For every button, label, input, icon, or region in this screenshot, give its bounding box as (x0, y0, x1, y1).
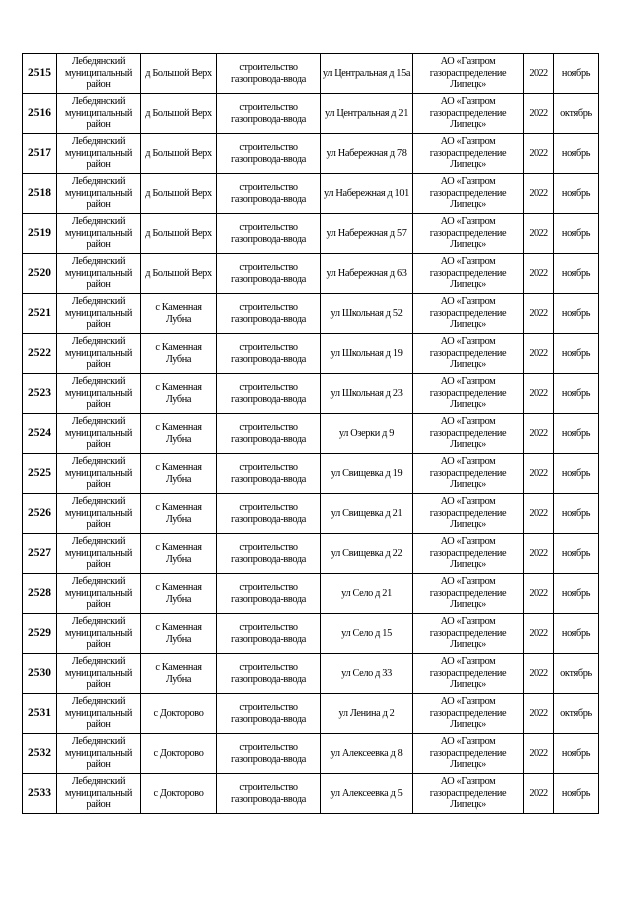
row-number: 2530 (23, 654, 57, 694)
month-cell: октябрь (554, 654, 599, 694)
table-row (23, 774, 599, 814)
year-cell: 2022 (524, 294, 554, 334)
row-number: 2529 (23, 614, 57, 654)
locality-cell: д Большой Верх (141, 54, 217, 94)
organization-cell: АО «Газпром газораспределение Липецк» (413, 454, 524, 494)
row-number: 2515 (23, 54, 57, 94)
organization-cell: АО «Газпром газораспределение Липецк» (413, 494, 524, 534)
year-cell: 2022 (524, 214, 554, 254)
work-type-cell: строительство газопровода-ввода (217, 774, 321, 814)
district-cell: Лебедянский муниципальный район (57, 374, 141, 414)
organization-cell: АО «Газпром газораспределение Липецк» (413, 574, 524, 614)
district-cell: Лебедянский муниципальный район (57, 694, 141, 734)
district-cell: Лебедянский муниципальный район (57, 494, 141, 534)
row-number: 2532 (23, 734, 57, 774)
address-cell: ул Село д 33 (321, 654, 413, 694)
work-type-cell: строительство газопровода-ввода (217, 494, 321, 534)
year-cell: 2022 (524, 334, 554, 374)
month-cell: ноябрь (554, 374, 599, 414)
year-cell: 2022 (524, 694, 554, 734)
address-cell: ул Ленина д 2 (321, 694, 413, 734)
address-cell: ул Набережная д 57 (321, 214, 413, 254)
table-row (23, 734, 599, 774)
address-cell: ул Свищевка д 22 (321, 534, 413, 574)
work-type-cell: строительство газопровода-ввода (217, 454, 321, 494)
row-number: 2522 (23, 334, 57, 374)
address-cell: ул Свищевка д 19 (321, 454, 413, 494)
district-cell: Лебедянский муниципальный район (57, 534, 141, 574)
organization-cell: АО «Газпром газораспределение Липецк» (413, 334, 524, 374)
table-row (23, 54, 599, 94)
month-cell: ноябрь (554, 294, 599, 334)
table-body (23, 54, 599, 814)
organization-cell: АО «Газпром газораспределение Липецк» (413, 254, 524, 294)
year-cell: 2022 (524, 374, 554, 414)
month-cell: ноябрь (554, 54, 599, 94)
address-cell: ул Школьная д 19 (321, 334, 413, 374)
row-number: 2524 (23, 414, 57, 454)
work-type-cell: строительство газопровода-ввода (217, 734, 321, 774)
address-cell: ул Село д 15 (321, 614, 413, 654)
month-cell: октябрь (554, 694, 599, 734)
row-number: 2519 (23, 214, 57, 254)
table-row (23, 534, 599, 574)
gas-connection-table (22, 53, 599, 814)
locality-cell: д Большой Верх (141, 94, 217, 134)
locality-cell: с Докторово (141, 774, 217, 814)
locality-cell: д Большой Верх (141, 134, 217, 174)
address-cell: ул Набережная д 78 (321, 134, 413, 174)
work-type-cell: строительство газопровода-ввода (217, 374, 321, 414)
year-cell: 2022 (524, 94, 554, 134)
district-cell: Лебедянский муниципальный район (57, 454, 141, 494)
locality-cell: с Каменная Лубна (141, 494, 217, 534)
locality-cell: с Каменная Лубна (141, 414, 217, 454)
work-type-cell: строительство газопровода-ввода (217, 94, 321, 134)
year-cell: 2022 (524, 534, 554, 574)
table-row (23, 414, 599, 454)
table-row (23, 374, 599, 414)
organization-cell: АО «Газпром газораспределение Липецк» (413, 134, 524, 174)
table-row (23, 494, 599, 534)
table-row (23, 134, 599, 174)
organization-cell: АО «Газпром газораспределение Липецк» (413, 654, 524, 694)
work-type-cell: строительство газопровода-ввода (217, 294, 321, 334)
row-number: 2521 (23, 294, 57, 334)
year-cell: 2022 (524, 254, 554, 294)
year-cell: 2022 (524, 174, 554, 214)
year-cell: 2022 (524, 614, 554, 654)
locality-cell: с Каменная Лубна (141, 374, 217, 414)
work-type-cell: строительство газопровода-ввода (217, 574, 321, 614)
table-row (23, 574, 599, 614)
work-type-cell: строительство газопровода-ввода (217, 254, 321, 294)
month-cell: ноябрь (554, 614, 599, 654)
district-cell: Лебедянский муниципальный район (57, 574, 141, 614)
address-cell: ул Алексеевка д 8 (321, 734, 413, 774)
organization-cell: АО «Газпром газораспределение Липецк» (413, 214, 524, 254)
table-row (23, 454, 599, 494)
organization-cell: АО «Газпром газораспределение Липецк» (413, 694, 524, 734)
organization-cell: АО «Газпром газораспределение Липецк» (413, 414, 524, 454)
locality-cell: д Большой Верх (141, 174, 217, 214)
district-cell: Лебедянский муниципальный район (57, 94, 141, 134)
district-cell: Лебедянский муниципальный район (57, 54, 141, 94)
organization-cell: АО «Газпром газораспределение Липецк» (413, 734, 524, 774)
month-cell: ноябрь (554, 574, 599, 614)
locality-cell: с Каменная Лубна (141, 334, 217, 374)
table-row (23, 214, 599, 254)
month-cell: ноябрь (554, 414, 599, 454)
month-cell: ноябрь (554, 174, 599, 214)
organization-cell: АО «Газпром газораспределение Липецк» (413, 774, 524, 814)
organization-cell: АО «Газпром газораспределение Липецк» (413, 614, 524, 654)
row-number: 2525 (23, 454, 57, 494)
month-cell: ноябрь (554, 494, 599, 534)
district-cell: Лебедянский муниципальный район (57, 734, 141, 774)
work-type-cell: строительство газопровода-ввода (217, 174, 321, 214)
year-cell: 2022 (524, 454, 554, 494)
row-number: 2523 (23, 374, 57, 414)
row-number: 2520 (23, 254, 57, 294)
work-type-cell: строительство газопровода-ввода (217, 214, 321, 254)
work-type-cell: строительство газопровода-ввода (217, 134, 321, 174)
address-cell: ул Набережная д 101 (321, 174, 413, 214)
address-cell: ул Свищевка д 21 (321, 494, 413, 534)
locality-cell: д Большой Верх (141, 214, 217, 254)
work-type-cell: строительство газопровода-ввода (217, 414, 321, 454)
organization-cell: АО «Газпром газораспределение Липецк» (413, 294, 524, 334)
month-cell: ноябрь (554, 134, 599, 174)
locality-cell: с Каменная Лубна (141, 454, 217, 494)
row-number: 2533 (23, 774, 57, 814)
locality-cell: с Каменная Лубна (141, 534, 217, 574)
locality-cell: д Большой Верх (141, 254, 217, 294)
address-cell: ул Школьная д 23 (321, 374, 413, 414)
month-cell: октябрь (554, 94, 599, 134)
month-cell: ноябрь (554, 454, 599, 494)
month-cell: ноябрь (554, 334, 599, 374)
organization-cell: АО «Газпром газораспределение Липецк» (413, 174, 524, 214)
address-cell: ул Набережная д 63 (321, 254, 413, 294)
work-type-cell: строительство газопровода-ввода (217, 654, 321, 694)
district-cell: Лебедянский муниципальный район (57, 614, 141, 654)
locality-cell: с Докторово (141, 694, 217, 734)
organization-cell: АО «Газпром газораспределение Липецк» (413, 94, 524, 134)
address-cell: ул Село д 21 (321, 574, 413, 614)
district-cell: Лебедянский муниципальный район (57, 774, 141, 814)
year-cell: 2022 (524, 494, 554, 534)
district-cell: Лебедянский муниципальный район (57, 134, 141, 174)
work-type-cell: строительство газопровода-ввода (217, 54, 321, 94)
table-row (23, 254, 599, 294)
month-cell: ноябрь (554, 214, 599, 254)
organization-cell: АО «Газпром газораспределение Липецк» (413, 374, 524, 414)
year-cell: 2022 (524, 734, 554, 774)
district-cell: Лебедянский муниципальный район (57, 214, 141, 254)
year-cell: 2022 (524, 54, 554, 94)
address-cell: ул Центральная д 15а (321, 54, 413, 94)
table-row (23, 174, 599, 214)
month-cell: ноябрь (554, 774, 599, 814)
table-row (23, 654, 599, 694)
locality-cell: с Докторово (141, 734, 217, 774)
work-type-cell: строительство газопровода-ввода (217, 534, 321, 574)
row-number: 2517 (23, 134, 57, 174)
row-number: 2527 (23, 534, 57, 574)
work-type-cell: строительство газопровода-ввода (217, 694, 321, 734)
year-cell: 2022 (524, 134, 554, 174)
organization-cell: АО «Газпром газораспределение Липецк» (413, 534, 524, 574)
row-number: 2531 (23, 694, 57, 734)
table-row (23, 334, 599, 374)
year-cell: 2022 (524, 414, 554, 454)
month-cell: ноябрь (554, 254, 599, 294)
row-number: 2518 (23, 174, 57, 214)
address-cell: ул Центральная д 21 (321, 94, 413, 134)
locality-cell: с Каменная Лубна (141, 574, 217, 614)
district-cell: Лебедянский муниципальный район (57, 174, 141, 214)
address-cell: ул Озерки д 9 (321, 414, 413, 454)
address-cell: ул Школьная д 52 (321, 294, 413, 334)
year-cell: 2022 (524, 574, 554, 614)
district-cell: Лебедянский муниципальный район (57, 334, 141, 374)
table-row (23, 94, 599, 134)
work-type-cell: строительство газопровода-ввода (217, 614, 321, 654)
locality-cell: с Каменная Лубна (141, 614, 217, 654)
organization-cell: АО «Газпром газораспределение Липецк» (413, 54, 524, 94)
table-row (23, 294, 599, 334)
work-type-cell: строительство газопровода-ввода (217, 334, 321, 374)
table-row (23, 694, 599, 734)
row-number: 2526 (23, 494, 57, 534)
district-cell: Лебедянский муниципальный район (57, 414, 141, 454)
row-number: 2528 (23, 574, 57, 614)
locality-cell: с Каменная Лубна (141, 654, 217, 694)
year-cell: 2022 (524, 774, 554, 814)
year-cell: 2022 (524, 654, 554, 694)
address-cell: ул Алексеевка д 5 (321, 774, 413, 814)
row-number: 2516 (23, 94, 57, 134)
district-cell: Лебедянский муниципальный район (57, 254, 141, 294)
month-cell: ноябрь (554, 734, 599, 774)
table-row (23, 614, 599, 654)
district-cell: Лебедянский муниципальный район (57, 294, 141, 334)
month-cell: ноябрь (554, 534, 599, 574)
district-cell: Лебедянский муниципальный район (57, 654, 141, 694)
locality-cell: с Каменная Лубна (141, 294, 217, 334)
